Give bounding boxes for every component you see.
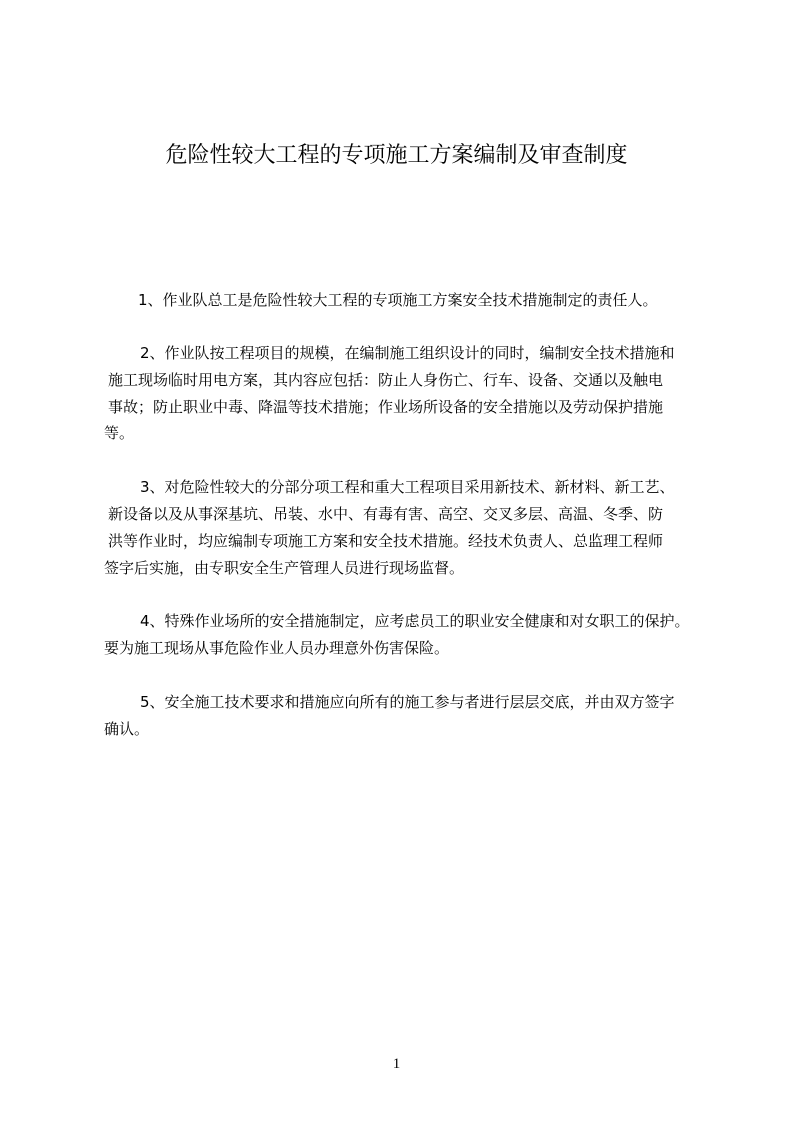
paragraph-line: 事故；防止职业中毒、降温等技术措施；作业场所设备的安全措施以及劳动保护措施 <box>108 398 664 416</box>
paragraph-line: 1、作业队总工是危险性较大工程的专项施工方案安全技术措施制定的责任人。 <box>138 291 658 309</box>
document-title: 危险性较大工程的专项施工方案编制及审查制度 <box>165 143 628 168</box>
paragraph-line: 签字后实施，由专职安全生产管理人员进行现场监督。 <box>104 559 465 577</box>
paragraph-line: 确认。 <box>104 720 150 738</box>
paragraph-line: 4、特殊作业场所的安全措施制定，应考虑员工的职业安全健康和对女职工的保护。 <box>140 612 690 630</box>
paragraph-line: 5、安全施工技术要求和措施应向所有的施工参与者进行层层交底，并由双方签字 <box>140 693 675 711</box>
paragraph-line: 新设备以及从事深基坑、吊装、水中、有毒有害、高空、交叉多层、高温、冬季、防 <box>108 505 664 523</box>
paragraph-line: 要为施工现场从事危险作业人员办理意外伤害保险。 <box>104 639 450 657</box>
page-number: 1 <box>392 1056 401 1072</box>
paragraph-line: 洪等作业时，均应编制专项施工方案和安全技术措施。经技术负责人、总监理工程师 <box>108 532 664 550</box>
paragraph-line: 3、对危险性较大的分部分项工程和重大工程项目采用新技术、新材料、新工艺、 <box>140 478 675 496</box>
paragraph-line: 2、作业队按工程项目的规模，在编制施工组织设计的同时，编制安全技术措施和 <box>140 344 675 362</box>
paragraph-line: 等。 <box>104 424 135 442</box>
paragraph-line: 施工现场临时用电方案，其内容应包括：防止人身伤亡、行车、设备、交通以及触电 <box>108 371 664 389</box>
